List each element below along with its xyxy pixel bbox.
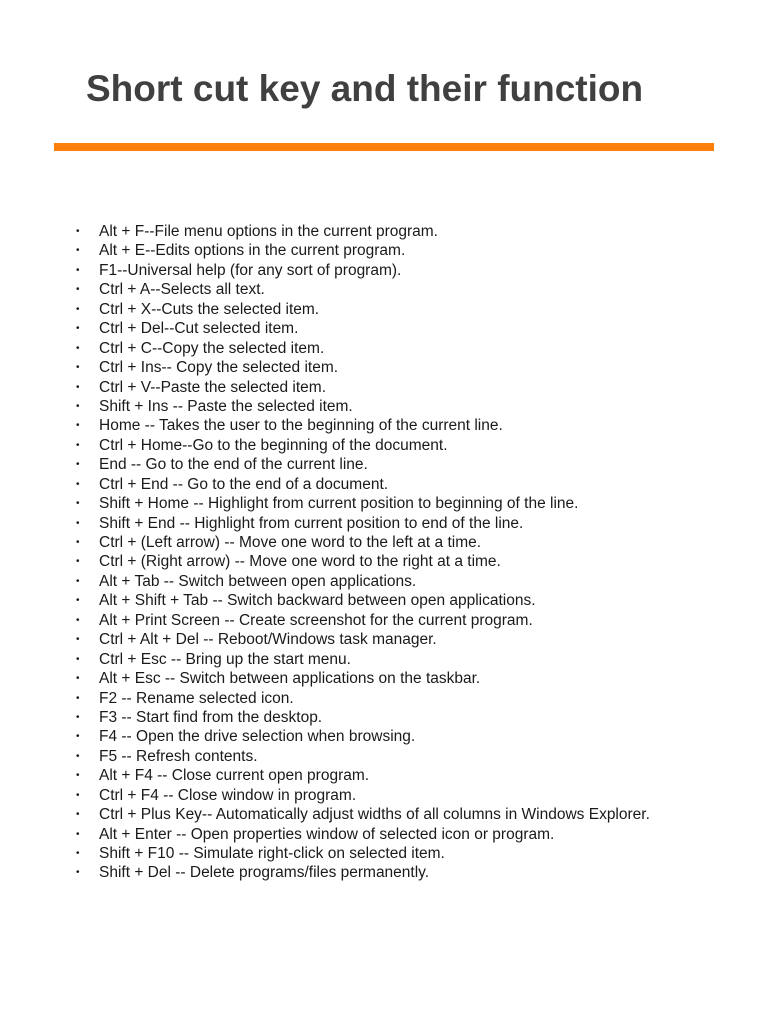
- list-item-text: Alt + Tab -- Switch between open applications.: [99, 572, 417, 590]
- list-item: [0, 591, 650, 610]
- list-item-text: Ctrl + End -- Go to the end of a document.: [99, 475, 389, 493]
- list-item-text: Ctrl + Esc -- Bring up the start menu.: [99, 650, 351, 668]
- bullet-icon: •: [76, 731, 80, 743]
- list-item: [0, 825, 650, 844]
- list-item: [0, 844, 650, 863]
- list-item: [0, 572, 650, 591]
- bullet-icon: •: [76, 634, 80, 646]
- bullet-icon: •: [76, 673, 80, 685]
- bullet-icon: •: [76, 770, 80, 782]
- list-item: [0, 766, 650, 785]
- bullet-icon: •: [76, 595, 80, 607]
- bullet-icon: •: [76, 264, 80, 276]
- list-item: [0, 727, 650, 746]
- list-item-text: Ctrl + C--Copy the selected item.: [99, 339, 325, 357]
- bullet-icon: •: [76, 226, 80, 237]
- bullet-icon: •: [76, 653, 80, 665]
- list-item-text: Ctrl + F4 -- Close window in program.: [99, 786, 357, 804]
- list-item: [0, 339, 650, 358]
- list-item: [0, 397, 650, 416]
- bullet-icon: •: [76, 789, 80, 801]
- list-item: [0, 261, 650, 280]
- list-item-text: Alt + Enter -- Open properties window of selected icon or program.: [99, 825, 555, 843]
- bullet-icon: •: [76, 809, 80, 821]
- list-item-text: Alt + F--File menu options in the current program.: [99, 223, 438, 240]
- title-underline-rule: [54, 143, 714, 151]
- bullet-icon: •: [76, 828, 80, 840]
- bullet-icon: •: [76, 750, 80, 762]
- list-item: [0, 494, 650, 513]
- list-item: [0, 533, 650, 552]
- list-item: [0, 319, 650, 338]
- bullet-icon: •: [76, 575, 80, 587]
- list-item-text: Shift + Home -- Highlight from current position to beginning of the line.: [99, 495, 579, 513]
- list-item: [0, 669, 650, 688]
- list-item-text: Shift + Del -- Delete programs/files permanently.: [99, 864, 430, 882]
- list-item-text: Ctrl + A--Selects all text.: [99, 281, 265, 299]
- list-item: [0, 455, 650, 474]
- list-item: [0, 280, 650, 299]
- bullet-icon: •: [76, 245, 80, 257]
- bullet-icon: •: [76, 420, 80, 432]
- list-item: [0, 611, 650, 630]
- list-item-text: Ctrl + Home--Go to the beginning of the document.: [99, 436, 448, 454]
- list-item: [0, 358, 650, 377]
- list-item-text: F2 -- Rename selected icon.: [99, 689, 294, 707]
- bullet-icon: •: [76, 711, 80, 723]
- list-item-text: End -- Go to the end of the current line.: [99, 456, 368, 474]
- bullet-icon: •: [76, 556, 80, 568]
- list-item-text: Ctrl + Alt + Del -- Reboot/Windows task manager.: [99, 631, 437, 649]
- list-item: [0, 416, 650, 435]
- list-item: [0, 241, 650, 260]
- list-item-text: Ctrl + Del--Cut selected item.: [99, 320, 299, 338]
- list-item: [0, 552, 650, 571]
- bullet-icon: •: [76, 439, 80, 451]
- list-item-text: Home -- Takes the user to the beginning of the current line.: [99, 417, 503, 435]
- list-item: [0, 650, 650, 669]
- list-item-text: Ctrl + (Left arrow) -- Move one word to the left at a time.: [99, 534, 482, 551]
- list-item: [0, 708, 650, 727]
- list-item-text: Ctrl + X--Cuts the selected item.: [99, 300, 320, 318]
- list-item: [0, 863, 650, 882]
- list-item-text: Ctrl + Ins-- Copy the selected item.: [99, 359, 339, 377]
- bullet-icon: •: [76, 459, 80, 471]
- list-item-text: F5 -- Refresh contents.: [99, 747, 258, 765]
- bullet-icon: •: [76, 323, 80, 335]
- bullet-icon: •: [76, 303, 80, 315]
- bullet-icon: •: [76, 848, 80, 859]
- list-item-text: Ctrl + V--Paste the selected item.: [99, 378, 326, 396]
- bullet-icon: •: [76, 381, 80, 393]
- bullet-icon: •: [76, 362, 80, 374]
- bullet-icon: •: [76, 867, 80, 879]
- list-item-text: F4 -- Open the drive selection when browsing.: [99, 728, 416, 746]
- list-item: [0, 378, 650, 397]
- list-item-text: Alt + E--Edits options in the current program.: [99, 242, 406, 260]
- list-item-text: Shift + End -- Highlight from current position to end of the line.: [99, 514, 524, 532]
- list-item-text: Ctrl + Plus Key-- Automatically adjust widths of all columns in Windows Explorer.: [99, 806, 650, 824]
- bullet-icon: •: [76, 537, 80, 548]
- bullet-icon: •: [76, 498, 80, 510]
- list-item-text: F3 -- Start find from the desktop.: [99, 708, 323, 726]
- list-item-text: Shift + Ins -- Paste the selected item.: [99, 397, 353, 415]
- list-item-text: Shift + F10 -- Simulate right-click on selected item.: [99, 845, 445, 862]
- bullet-icon: •: [76, 342, 80, 354]
- list-item-text: Ctrl + (Right arrow) -- Move one word to the right at a time.: [99, 553, 501, 571]
- list-item: [0, 300, 650, 319]
- list-item: [0, 747, 650, 766]
- list-item: [0, 689, 650, 708]
- list-item: [0, 805, 650, 824]
- list-item: [0, 222, 650, 241]
- list-item-text: Alt + Esc -- Switch between applications on the taskbar.: [99, 670, 481, 688]
- list-item-text: Alt + Print Screen -- Create screenshot for the current program.: [99, 611, 533, 629]
- list-item: [0, 475, 650, 494]
- bullet-icon: •: [76, 478, 80, 490]
- list-item-text: Alt + F4 -- Close current open program.: [99, 767, 370, 785]
- list-item: [0, 436, 650, 455]
- list-item: [0, 514, 650, 533]
- shortcut-list: [0, 222, 650, 883]
- bullet-icon: •: [76, 692, 80, 704]
- bullet-icon: •: [76, 517, 80, 529]
- list-item: [0, 786, 650, 805]
- bullet-icon: •: [76, 614, 80, 626]
- list-item-text: F1--Universal help (for any sort of program).: [99, 261, 402, 279]
- bullet-icon: •: [76, 284, 80, 296]
- bullet-icon: •: [76, 400, 80, 412]
- list-item-text: Alt + Shift + Tab -- Switch backward between open applications.: [99, 592, 536, 610]
- page-title: Short cut key and their function: [86, 68, 644, 109]
- list-item: [0, 630, 650, 649]
